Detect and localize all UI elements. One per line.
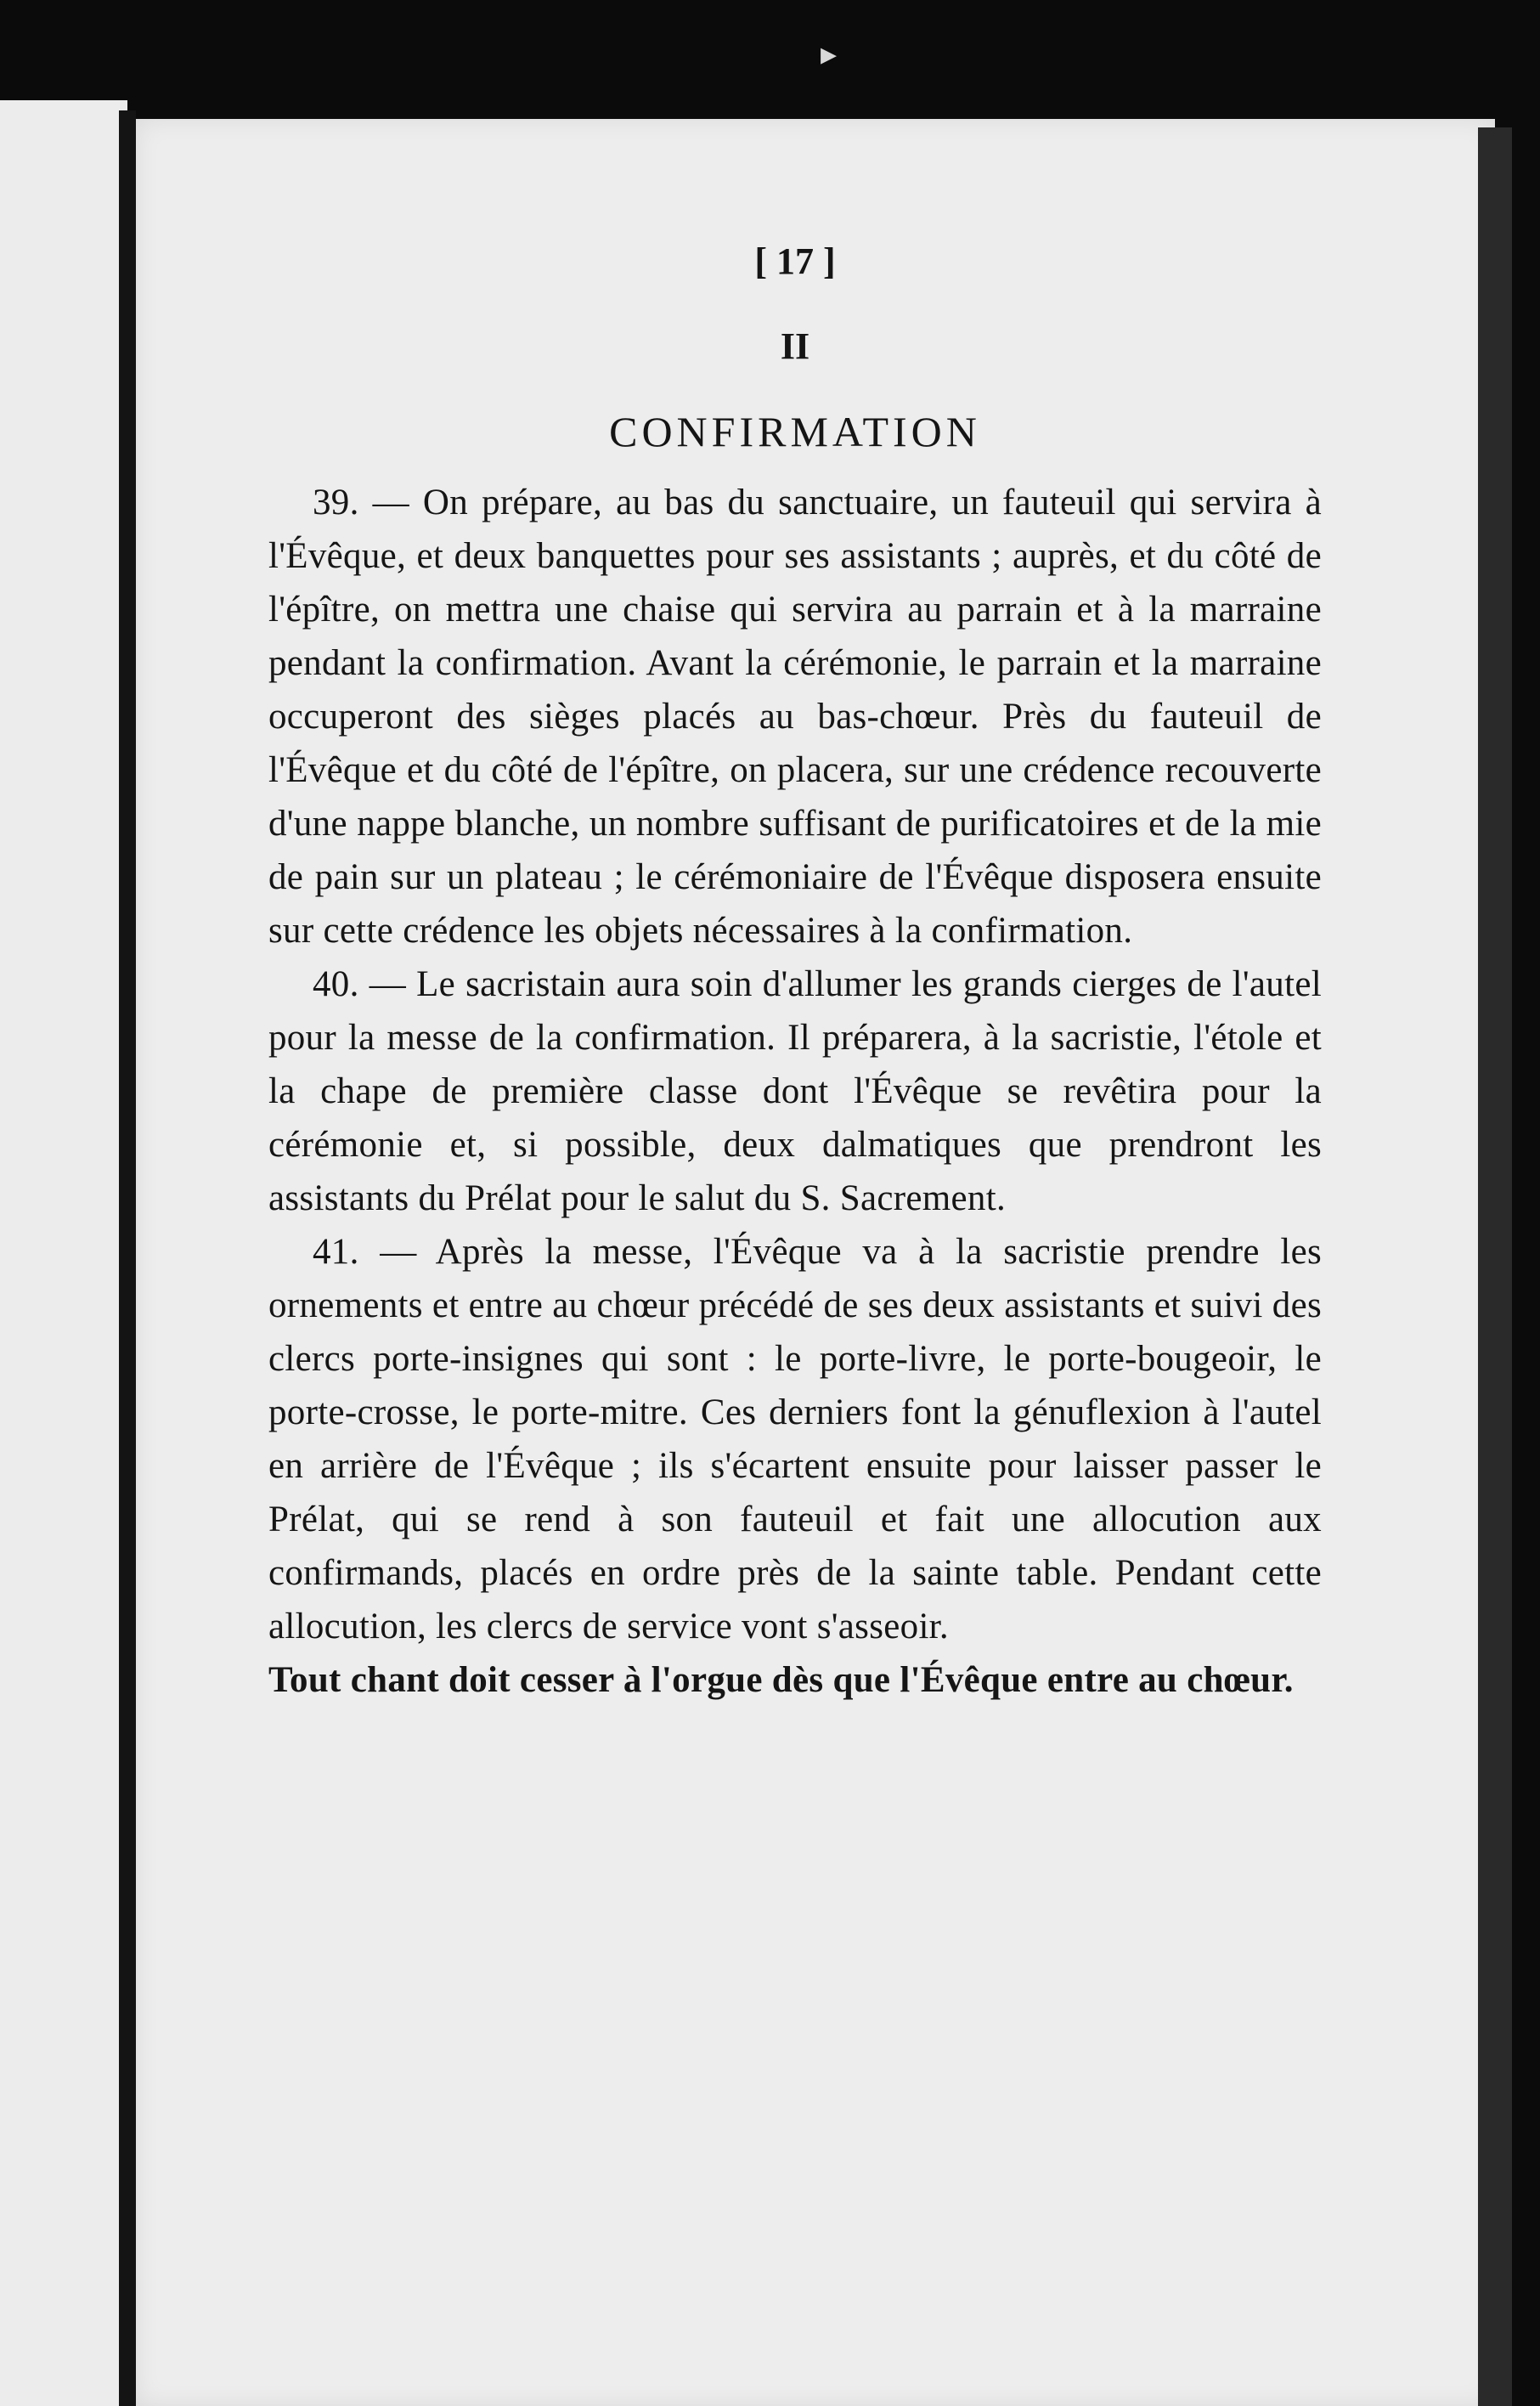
paragraph-41-final-sentence: Tout chant doit cesser à l'orgue dès que l'Évêque entre au chœur.: [268, 1660, 1294, 1700]
paragraph-40: 40. — Le sacristain aura soin d'allumer les grands cierges de l'autel pour la messe de la confirmation. Il préparera, à la sacristie, l'étole et la chape de première classe dont l'Évêque se revêtira pour la cérémonie et, si possible, deux dalmatiques que prendront les assistants du Prélat pour le salut du S. Sacrement.: [268, 964, 1322, 1218]
page-right-edge: [1478, 127, 1512, 2406]
section-number: II: [780, 325, 810, 367]
book-gutter: [119, 110, 136, 2406]
paragraph-39: 39. — On prépare, au bas du sanctuaire, un fauteuil qui servira à l'Évêque, et deux banquettes pour ses assistants ; auprès, et du côté de l'épître, on mettra une chaise qui servira au parrain et à la marraine pendant la confirmation. Avant la cérémonie, le parrain et la marraine occuperont des sièges placés au bas-chœur. Près du fauteuil de l'Évêque et du côté de l'épître, on placera, sur une crédence recouverte d'une nappe blanche, un nombre suffisant de purificatoires et de la mie de pain sur un plateau ; le cérémoniaire de l'Évêque disposera ensuite sur cette crédence les objets nécessaires à la confirmation.: [268, 483, 1322, 951]
section-title: CONFIRMATION: [609, 408, 981, 455]
page-content: [268, 236, 1322, 1707]
scan-mark-icon: ▸: [821, 35, 838, 72]
page-number: [ 17 ]: [754, 240, 836, 282]
paragraph-41: 41. — Après la messe, l'Évêque va à la sacristie prendre les ornements et entre au chœur précédé de ses deux assistants et suivi des clercs porte-insignes qui sont : le porte-livre, le porte-bougeoir, le porte-crosse, le porte-mitre. Ces derniers font la génuflexion à l'autel en arrière de l'Évêque ; ils s'écartent ensuite pour laisser passer le Prélat, qui se rend à son fauteuil et fait une allocution aux confirmands, placés en ordre près de la sainte table. Pendant cette allocution, les clercs de service vont s'asseoir.: [268, 1232, 1322, 1646]
previous-page-edge: [0, 100, 127, 2406]
